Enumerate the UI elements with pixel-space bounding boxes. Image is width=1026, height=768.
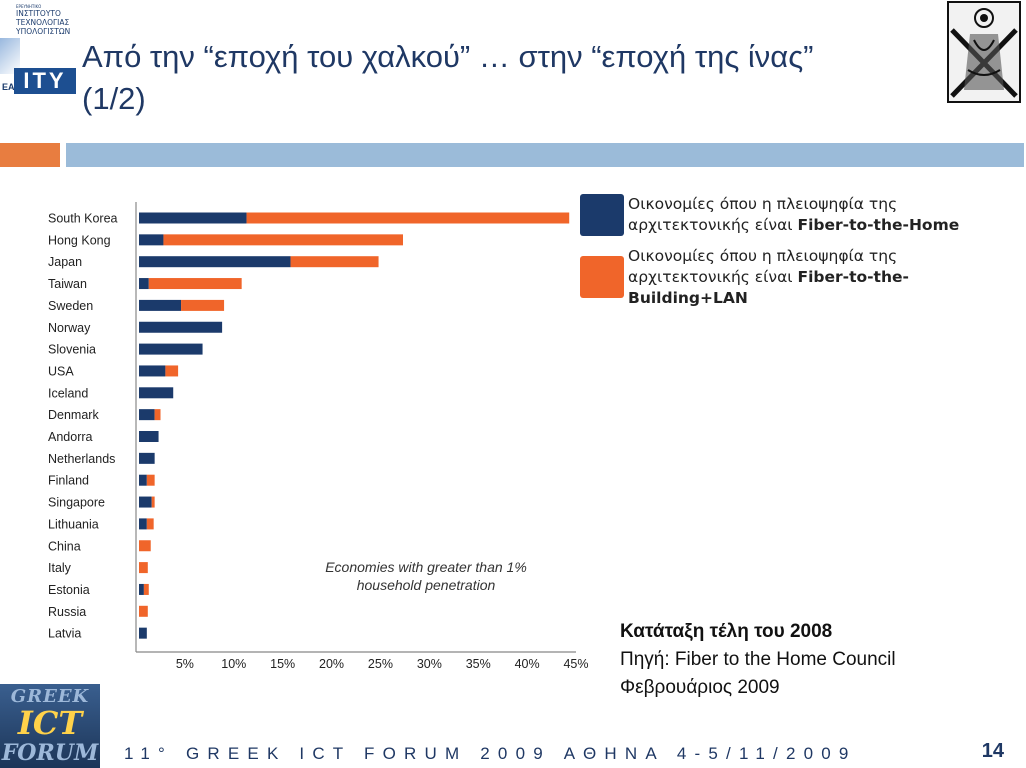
slide-title-line-1: Από την “εποχή του χαλκού” … στην “εποχή της ίνας” bbox=[82, 39, 814, 74]
category-label: Estonia bbox=[48, 582, 90, 597]
logo-text-lines bbox=[16, 4, 70, 36]
legend-fttb-line-2 bbox=[628, 267, 909, 288]
bar-ftth bbox=[139, 453, 155, 464]
logo-line: ΤΕΧΝΟΛΟΓΙΑΣ bbox=[16, 18, 70, 27]
x-tick-labels bbox=[176, 657, 589, 671]
legend-fttb-bold-2: Building+LAN bbox=[628, 289, 748, 307]
bar-ftth bbox=[139, 300, 181, 311]
bar-fttb bbox=[165, 365, 178, 376]
x-tick-label: 25% bbox=[367, 657, 393, 671]
bar-ftth bbox=[139, 365, 165, 376]
bar-ftth bbox=[139, 234, 163, 245]
bar-ftth bbox=[139, 628, 147, 639]
category-label: Hong Kong bbox=[48, 233, 111, 248]
category-label: South Korea bbox=[48, 211, 118, 226]
legend-fttb-bold: Fiber-to-the- bbox=[797, 268, 909, 286]
bar-ftth bbox=[139, 518, 147, 529]
category-label: Sweden bbox=[48, 298, 94, 313]
ftth-penetration-bar-chart bbox=[0, 180, 589, 680]
legend-label-ftth bbox=[628, 194, 959, 236]
x-tick-label: 10% bbox=[221, 657, 247, 671]
logo-line: ΥΠΟΛΟΓΙΣΤΩΝ bbox=[16, 27, 71, 36]
category-label: Russia bbox=[48, 604, 87, 619]
logo-forum-text: FORUM bbox=[1, 740, 99, 766]
slide-title bbox=[82, 36, 952, 120]
legend-fttb-line-1: Οικονομίες όπου η πλειοψηφία της bbox=[628, 247, 898, 265]
bar-fttb bbox=[152, 497, 155, 508]
logo-line: ΙΝΣΤΙΤΟΥΤΟ bbox=[16, 9, 61, 18]
legend-ftth-line-2 bbox=[628, 215, 959, 236]
bar-ftth bbox=[139, 409, 155, 420]
bar-fttb bbox=[144, 584, 149, 595]
chart-annotation-line-2: household penetration bbox=[356, 577, 496, 593]
x-tick-label: 20% bbox=[319, 657, 345, 671]
source-date: Φεβρουάριος 2009 bbox=[620, 677, 780, 698]
bar-fttb bbox=[291, 256, 379, 267]
bar-fttb bbox=[149, 278, 242, 289]
category-label: Italy bbox=[48, 561, 71, 576]
category-label: Slovenia bbox=[48, 342, 96, 357]
x-tick-label: 30% bbox=[416, 657, 442, 671]
category-label: Japan bbox=[48, 255, 83, 270]
chart-legend bbox=[576, 186, 1026, 306]
ranking-label: Κατάταξη τέλη του 2008 bbox=[620, 621, 833, 642]
category-label: Norway bbox=[48, 320, 91, 335]
x-tick-label: 40% bbox=[514, 657, 540, 671]
category-labels bbox=[48, 212, 118, 641]
bar-fttb bbox=[155, 409, 161, 420]
bar-ftth bbox=[139, 322, 222, 333]
bar-ftth bbox=[139, 344, 203, 355]
legend-swatch-ftth bbox=[580, 194, 624, 236]
legend-swatch-fttb bbox=[580, 256, 624, 298]
bar-ftth bbox=[139, 475, 147, 486]
bar-fttb bbox=[163, 234, 403, 245]
title-band-blue bbox=[66, 143, 1024, 167]
x-tick-label: 15% bbox=[270, 657, 296, 671]
page-number: 14 bbox=[981, 740, 1004, 762]
bar-fttb bbox=[147, 518, 154, 529]
x-tick-label: 45% bbox=[563, 657, 589, 671]
category-label: Netherlands bbox=[48, 451, 116, 466]
slide-title-line-2: (1/2) bbox=[82, 81, 146, 116]
bar-ftth bbox=[139, 256, 291, 267]
bar-ftth bbox=[139, 584, 144, 595]
category-label: Taiwan bbox=[48, 277, 87, 292]
legend-ftth-bold: Fiber-to-the-Home bbox=[797, 216, 960, 234]
category-label: Singapore bbox=[48, 495, 105, 510]
bar-fttb bbox=[181, 300, 224, 311]
logo-greek-text: GREEK bbox=[10, 686, 90, 707]
institute-logo bbox=[0, 0, 80, 98]
source-info bbox=[620, 618, 1020, 702]
legend-fttb-prefix: αρχιτεκτονικής είναι bbox=[628, 268, 798, 286]
category-label: Lithuania bbox=[48, 517, 99, 532]
logo-ict-text: ICT bbox=[17, 704, 83, 742]
category-label: China bbox=[48, 539, 81, 554]
saint-emblem-icon bbox=[946, 0, 1022, 104]
category-label: Andorra bbox=[48, 430, 93, 444]
logo-ea-text: ΕΑ bbox=[2, 82, 15, 92]
category-label: Latvia bbox=[48, 626, 82, 641]
bar-ftth bbox=[139, 213, 247, 224]
chart-annotation-line-1: Economies with greater than 1% bbox=[325, 559, 527, 575]
source-label: Πηγή: Fiber to the Home Council bbox=[620, 649, 896, 670]
legend-label-fttb bbox=[628, 246, 909, 309]
bar-fttb bbox=[147, 475, 155, 486]
category-label: Denmark bbox=[48, 408, 99, 423]
chart-annotation bbox=[288, 558, 564, 594]
bar-fttb bbox=[247, 213, 570, 224]
bar-ftth bbox=[139, 278, 149, 289]
bar-fttb bbox=[139, 562, 148, 573]
category-label: Iceland bbox=[48, 386, 89, 401]
title-band-orange bbox=[0, 143, 60, 167]
logo-ity-badge: ITY bbox=[14, 68, 76, 94]
bar-ftth bbox=[139, 431, 159, 442]
bar-fttb bbox=[139, 606, 148, 617]
legend-fttb-line-3 bbox=[628, 288, 909, 309]
logo-line: ΕΡΕΥΝΗΤΙΚΟ bbox=[16, 4, 42, 9]
bar-fttb bbox=[139, 540, 151, 551]
bar-ftth bbox=[139, 387, 173, 398]
x-tick-label: 35% bbox=[465, 657, 491, 671]
legend-ftth-prefix: αρχιτεκτονικής είναι bbox=[628, 216, 798, 234]
greek-ict-forum-logo bbox=[0, 684, 100, 768]
category-label: Finland bbox=[48, 473, 89, 488]
bar-ftth bbox=[139, 497, 152, 508]
footer-text: 11° GREEK ICT FORUM 2009 ΑΘΗΝΑ 4-5/11/2009 bbox=[124, 744, 857, 763]
category-label: USA bbox=[48, 364, 74, 379]
x-tick-label: 5% bbox=[175, 657, 194, 671]
legend-ftth-line-1: Οικονομίες όπου η πλειοψηφία της bbox=[628, 195, 898, 213]
